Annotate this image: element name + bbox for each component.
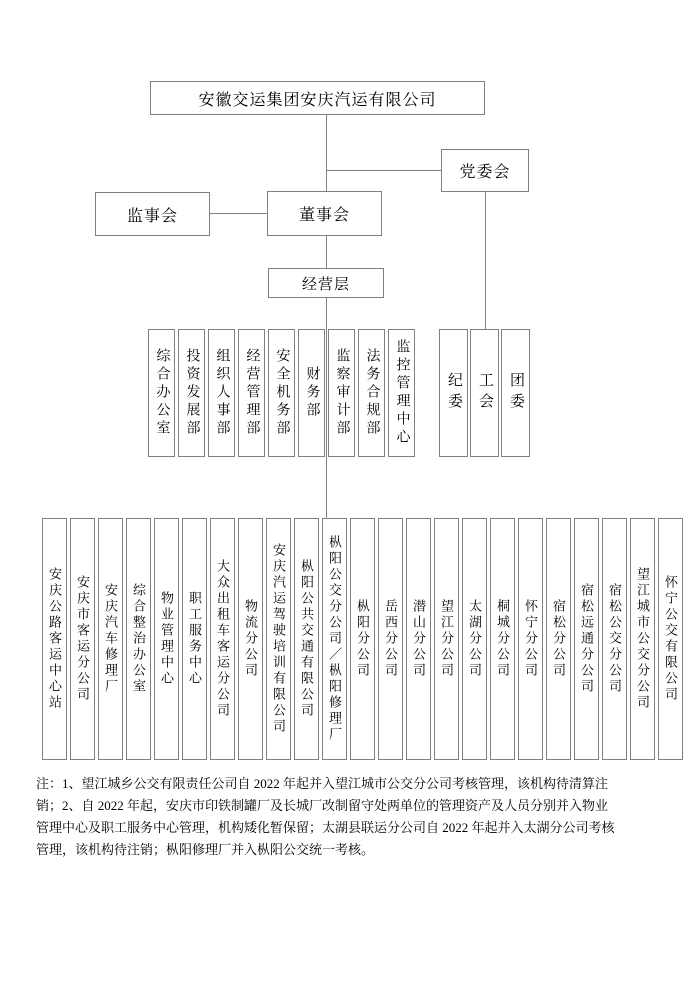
subsidiary-label: 综合整治办公室 [131,583,146,695]
party-org-box-discipline-committee [439,329,468,457]
management-level-label: 经营层 [301,276,350,293]
party-org-box-labor-union [470,329,499,457]
department-label: 财务部 [304,366,320,420]
subsidiary-label: 物流分公司 [243,599,258,679]
subsidiary-label: 枞阳分公司 [355,599,370,679]
subsidiary-label: 桐城分公司 [495,599,510,679]
footnote-line: 管理中心及职工服务中心管理，机构矮化暂保留；太湖县联运分公司自 2022 年起并入太湖分公司考核 [36,820,615,835]
subsidiary-box [574,518,599,760]
department-box-operations-management [238,329,265,457]
subsidiary-label: 职工服务中心 [187,591,202,687]
subsidiary-label: 枞阳公交分公司／枞阳修理厂 [327,535,342,743]
subsidiary-box [378,518,403,760]
subsidiary-box [546,518,571,760]
department-box-legal-compliance [358,329,385,457]
connector-management-to-subsidiaries [326,298,327,518]
supervisory-board-label: 监事会 [126,207,178,225]
subsidiary-box [154,518,179,760]
connector-root-to-board [326,115,327,191]
footnotes [36,773,684,861]
subsidiary-label: 望江城市公交分公司 [635,567,650,711]
department-box-investment-development [178,329,205,457]
subsidiary-box [210,518,235,760]
root-company-label: 安徽交运集团安庆汽运有限公司 [198,91,437,109]
subsidiary-label: 大众出租车客运分公司 [215,559,230,719]
subsidiary-box [238,518,263,760]
department-box-supervision-audit [328,329,355,457]
subsidiary-box [658,518,683,760]
subsidiary-box [70,518,95,760]
department-label: 经营管理部 [244,348,260,438]
subsidiary-box [406,518,431,760]
subsidiary-box [42,518,67,760]
department-label: 监控管理中心 [394,339,410,447]
root-company-box [150,81,485,115]
subsidiary-label: 安庆市客运分公司 [75,575,90,703]
party-committee-label: 党委会 [459,164,511,181]
subsidiary-box [126,518,151,760]
subsidiary-label: 安庆公路客运中心站 [47,567,62,711]
party-org-label: 工会 [477,372,493,414]
subsidiary-label: 岳西分公司 [383,599,398,679]
subsidiary-box [266,518,291,760]
subsidiary-label: 安庆汽车修理厂 [103,583,118,695]
subsidiary-box [294,518,319,760]
department-label: 法务合规部 [364,348,380,438]
department-box-safety-equipment [268,329,295,457]
department-box-finance [298,329,325,457]
department-label: 投资发展部 [184,348,200,438]
department-label: 安全机务部 [274,348,290,438]
subsidiary-label: 物业管理中心 [159,591,174,687]
subsidiary-box [462,518,487,760]
subsidiary-box [322,518,347,760]
subsidiary-label: 望江分公司 [439,599,454,679]
subsidiary-label: 宿松公交分公司 [607,583,622,695]
subsidiary-box [602,518,627,760]
subsidiary-box [434,518,459,760]
subsidiary-box [518,518,543,760]
subsidiary-label: 宿松分公司 [551,599,566,679]
subsidiary-label: 宿松远通分公司 [579,583,594,695]
footnote-line: 管理，该机构待注销；枞阳修理厂并入枞阳公交统一考核。 [36,842,375,857]
supervisory-board-box [95,192,210,236]
department-label: 监察审计部 [334,348,350,438]
subsidiary-box [182,518,207,760]
board-of-directors-box [267,191,382,236]
subsidiary-label: 安庆汽运驾驶培训有限公司 [271,543,286,735]
party-org-label: 团委 [508,372,524,414]
subsidiary-box [98,518,123,760]
subsidiary-label: 太湖分公司 [467,599,482,679]
subsidiary-box [490,518,515,760]
party-committee-box [441,149,529,192]
subsidiary-label: 怀宁公交有限公司 [663,575,678,703]
connector-board-to-management [326,236,327,268]
department-label: 组织人事部 [214,348,230,438]
footnote-line: 销；2、自 2022 年起，安庆市印铁制罐厂及长城厂改制留守处两单位的管理资产及人员分别并入物业 [36,798,609,813]
subsidiary-box [630,518,655,760]
party-org-label: 纪委 [446,372,462,414]
footnote-line: 注：1、望江城乡公交有限责任公司自 2022 年起并入望江城市公交分公司考核管理，该机构待清算注 [36,776,609,791]
board-of-directors-label: 董事会 [298,207,350,224]
subsidiary-box [350,518,375,760]
party-org-box-youth-league [501,329,530,457]
department-label: 综合办公室 [154,348,170,438]
department-box-organization-personnel [208,329,235,457]
connector-party-to-party-orgs [485,192,486,329]
subsidiary-label: 潜山分公司 [411,599,426,679]
subsidiary-label: 枞阳公共交通有限公司 [299,559,314,719]
connector-supervisory-to-board [210,213,267,214]
department-box-monitoring-center [388,329,415,457]
department-box-general-office [148,329,175,457]
management-level-box [268,268,384,298]
connector-branch-party-committee [326,170,441,171]
subsidiary-label: 怀宁分公司 [523,599,538,679]
